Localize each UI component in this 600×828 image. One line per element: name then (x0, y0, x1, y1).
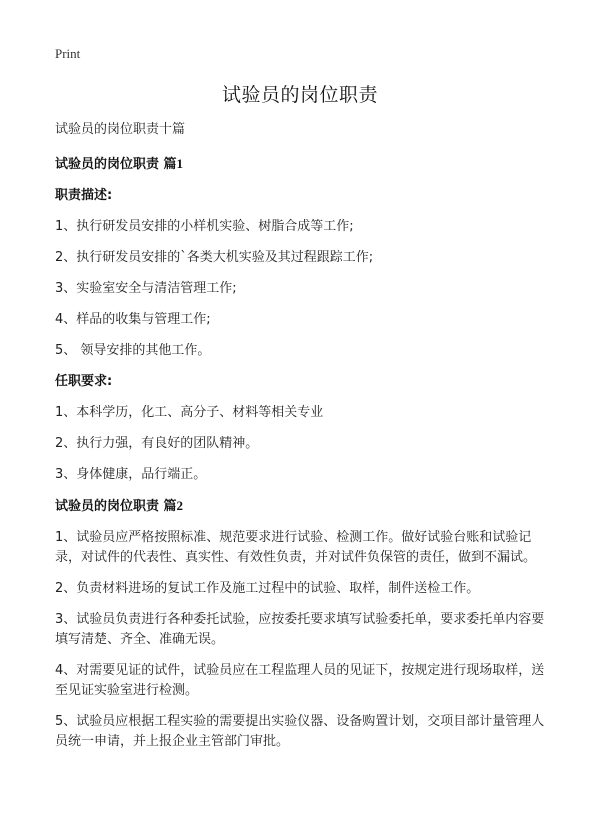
section-2-heading-text: 试验员的岗位职责 篇 (55, 499, 177, 514)
section-2-heading-number: 2 (176, 498, 184, 513)
section-2-paragraph-5: 5、试验员应根据工程实验的需要提出实验仪器、设备购置计划，交项目部计量管理人员统一申请，并上报企业主管部门审批。 (55, 714, 545, 749)
document-title: 试验员的岗位职责 (221, 84, 378, 106)
requirements-heading: 任职要求: (55, 374, 113, 389)
duty-item-5: 5、 领导安排的其他工作。 (55, 343, 211, 358)
section-1-heading (55, 154, 555, 175)
requirement-item-2: 2、执行力强，有良好的团队精神。 (55, 436, 259, 451)
section-2-paragraph-2: 2、负责材料进场的复试工作及施工过程中的试验、取样，制件送检工作。 (55, 581, 480, 596)
section-2-paragraph-3: 3、试验员负责进行各种委托试验，应按委托要求填写试验委托单，要求委托单内容要填写清楚、齐全、准确无误。 (55, 612, 545, 647)
section-1-heading-text: 试验员的岗位职责 篇 (55, 157, 177, 172)
section-1-heading-number: 1 (176, 156, 184, 171)
requirement-item-1: 1、本科学历，化工、高分子、材料等相关专业 (55, 405, 324, 420)
duty-item-4: 4、样品的收集与管理工作; (55, 312, 211, 327)
duties-heading: 职责描述: (55, 188, 113, 203)
document-intro: 试验员的岗位职责十篇 (55, 122, 186, 137)
duty-item-1: 1、执行研发员安排的小样机实验、树脂合成等工作; (55, 219, 354, 234)
duty-item-2: 2、执行研发员安排的`各类大机实验及其过程跟踪工作; (55, 250, 374, 265)
document-body (55, 120, 555, 763)
requirement-item-3: 3、身体健康，品行端正。 (55, 467, 207, 482)
print-label: Print (55, 46, 81, 61)
section-2-paragraph-1: 1、试验员应严格按照标准、规范要求进行试验、检测工作。做好试验台账和试验记录，对试件的代表性、真实性、有效性负责，并对试件负保管的责任，做到不漏试。 (55, 530, 537, 565)
duty-item-3: 3、实验室安全与清洁管理工作; (55, 281, 237, 296)
section-2-heading (55, 496, 555, 517)
section-2-paragraph-4: 4、对需要见证的试件，试验员应在工程监理人员的见证下，按规定进行现场取样，送至见证实验室进行检测。 (55, 663, 545, 698)
